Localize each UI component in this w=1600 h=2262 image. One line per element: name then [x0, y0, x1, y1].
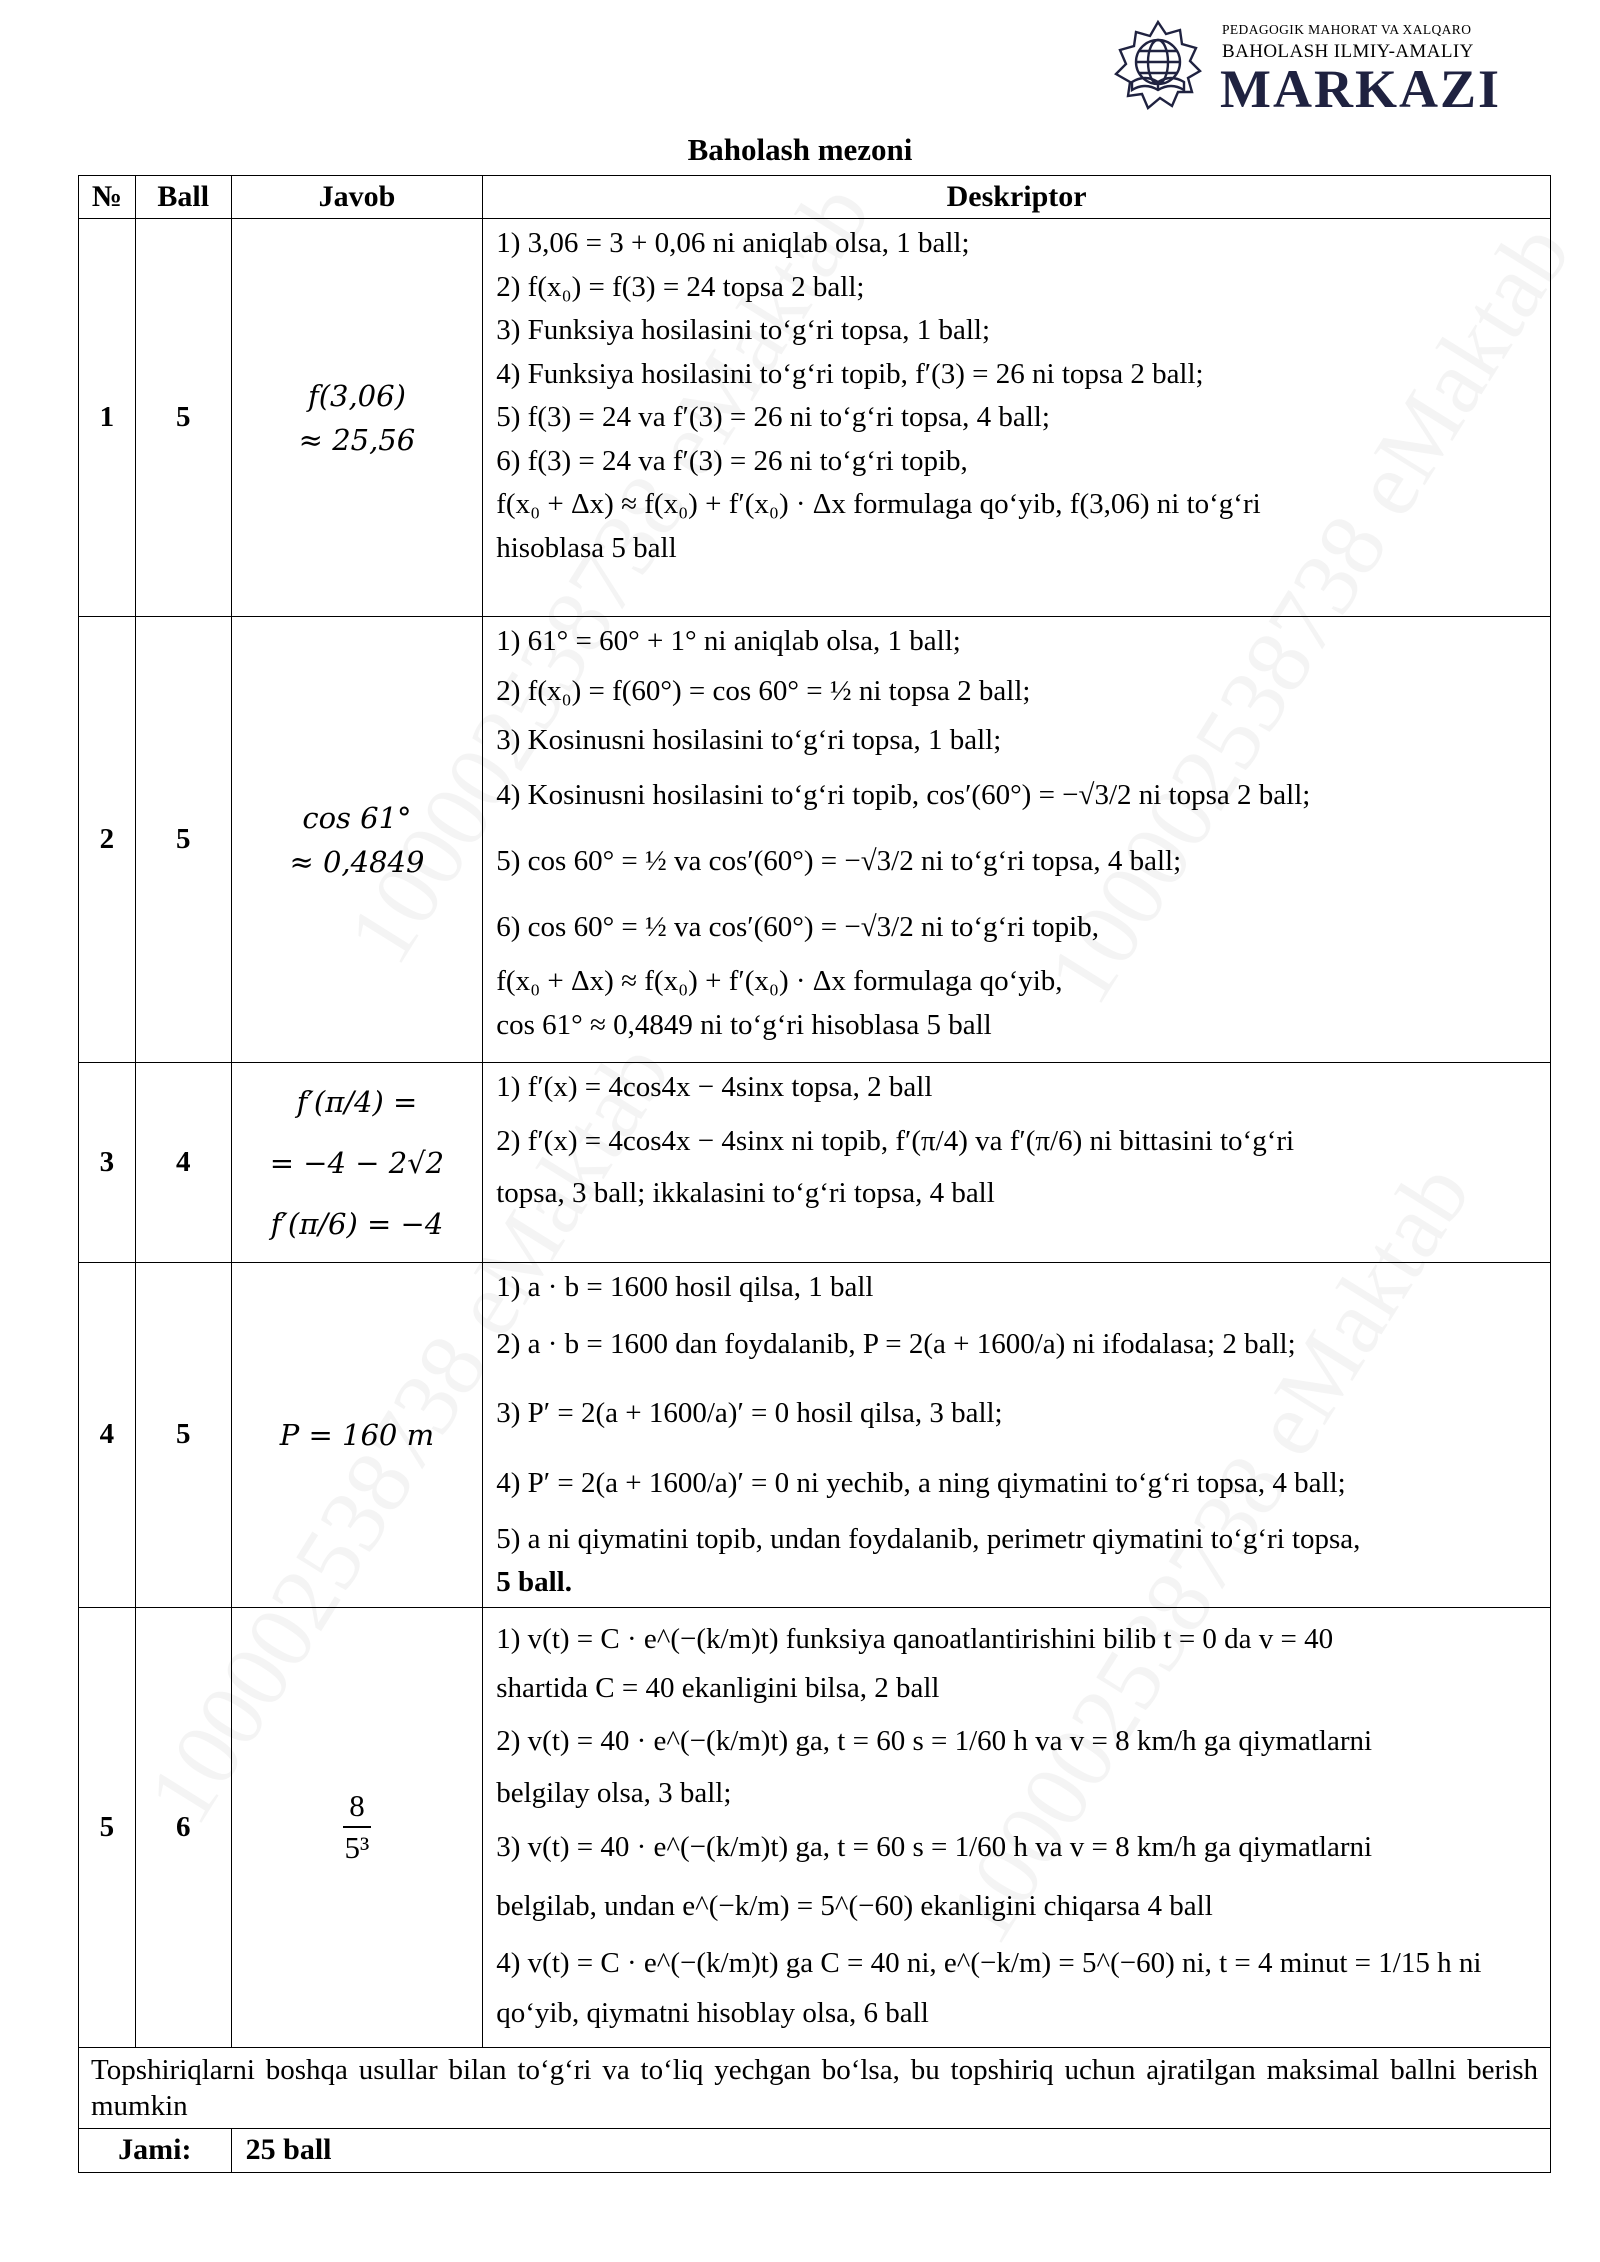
task-answer: [231, 1263, 483, 1608]
header-deskriptor: Deskriptor: [483, 176, 1551, 219]
answer-line: ≈ 0,4849: [289, 844, 425, 879]
task-points: 4: [135, 1063, 231, 1263]
answer-line: P = 160 m: [279, 1417, 435, 1452]
answer-numerator: 8: [343, 1786, 371, 1828]
descriptor-line: 6) f(3) = 24 va f′(3) = 26 ni to‘g‘ri topib,: [496, 444, 968, 477]
logo-line-2: BAHOLASH ILMIY-AMALIY: [1222, 41, 1474, 62]
task-number: 3: [79, 1063, 136, 1263]
descriptor-line: shartida C = 40 ekanligini bilsa, 2 ball: [496, 1671, 940, 1704]
total-value: 25 ball: [231, 2128, 1550, 2172]
answer-line: = −4 − 2√2: [269, 1145, 445, 1180]
table-row: [79, 1063, 1551, 1263]
table-row: [79, 1607, 1551, 2047]
note-row: [79, 2047, 1551, 2128]
descriptor-line: 4) Funksiya hosilasini to‘g‘ri topib, f′(3) = 26 ni topsa 2 ball;: [496, 357, 1204, 390]
descriptor-line: 1) 3,06 = 3 + 0,06 ni aniqlab olsa, 1 ball;: [496, 227, 970, 259]
descriptor-line: 3) Funksiya hosilasini to‘g‘ri topsa, 1 ball;: [496, 314, 991, 346]
institution-logo: [1108, 12, 1548, 120]
alternative-methods-note: Topshiriqlarni boshqa usullar bilan to‘g‘ri va to‘liq yechgan bo‘lsa, bu topshiriq uchun ajratilgan maksimal ballni berish mumkin: [79, 2047, 1551, 2128]
task-points: 5: [135, 1263, 231, 1608]
table-header-row: [79, 176, 1551, 219]
descriptor-line: 4) v(t) = C · e^(−(k/m)t) ga C = 40 ni, e^(−k/m) = 5^(−60) ni, t = 4 minut = 1/15 h ni: [496, 1946, 1482, 1979]
descriptor-line: 2) f(x₀) = f(60°) = cos 60° = ½ ni topsa 2 ball;: [496, 674, 1031, 707]
descriptor-line: 1) 61° = 60° + 1° ni aniqlab olsa, 1 ball;: [496, 625, 961, 657]
task-answer: [231, 617, 483, 1063]
task-points: 6: [135, 1607, 231, 2047]
task-number: 5: [79, 1607, 136, 2047]
header-ball: Ball: [135, 176, 231, 219]
answer-line: cos 61°: [302, 800, 412, 835]
descriptor-line: 4) P′ = 2(a + 1600/a)′ = 0 ni yechib, a ning qiymatini to‘g‘ri topsa, 4 ball;: [496, 1466, 1346, 1499]
logo-line-3: MARKAZI: [1220, 59, 1501, 119]
task-answer: [231, 219, 483, 617]
descriptor-line: belgilay olsa, 3 ball;: [496, 1777, 732, 1809]
answer-denominator: 5³: [344, 1830, 370, 1865]
descriptor-line: 6) cos 60° = ½ va cos′(60°) = −√3/2 ni to‘g‘ri topib,: [496, 911, 1099, 943]
descriptor-line: hisoblasa 5 ball: [496, 531, 677, 564]
header-number: №: [79, 176, 136, 219]
descriptor-line: 2) a · b = 1600 dan foydalanib, P = 2(a + 1600/a) ni ifodalasa; 2 ball;: [496, 1327, 1296, 1360]
descriptor-line: 2) f(x₀) = f(3) = 24 topsa 2 ball;: [496, 270, 865, 303]
task-answer: [231, 1607, 483, 2047]
task-descriptor: [483, 1263, 1551, 1608]
descriptor-line: 5) f(3) = 24 va f′(3) = 26 ni to‘g‘ri topsa, 4 ball;: [496, 401, 1050, 433]
descriptor-line: 3) v(t) = 40 · e^(−(k/m)t) ga, t = 60 s = 1/60 h va v = 8 km/h ga qiymatlarni: [496, 1830, 1373, 1863]
task-descriptor: [483, 1607, 1551, 2047]
descriptor-line: cos 61° ≈ 0,4849 ni to‘g‘ri hisoblasa 5 ball: [496, 1008, 992, 1041]
table-row: [79, 617, 1551, 1063]
descriptor-line: 1) a · b = 1600 hosil qilsa, 1 ball: [496, 1271, 874, 1303]
descriptor-line: qo‘yib, qiymatni hisoblay olsa, 6 ball: [496, 1996, 929, 2029]
descriptor-line: 2) v(t) = 40 · e^(−(k/m)t) ga, t = 60 s = 1/60 h va v = 8 km/h ga qiymatlarni: [496, 1725, 1373, 1757]
table-row: [79, 1263, 1551, 1608]
task-descriptor: [483, 1063, 1551, 1263]
answer-line: f′(π/6) = −4: [270, 1206, 444, 1241]
descriptor-line: belgilab, undan e^(−k/m) = 5^(−60) ekanligini chiqarsa 4 ball: [496, 1889, 1213, 1922]
descriptor-line: 5) cos 60° = ½ va cos′(60°) = −√3/2 ni to‘g‘ri topsa, 4 ball;: [496, 845, 1182, 877]
task-number: 2: [79, 617, 136, 1063]
document-title: Baholash mezoni: [687, 132, 913, 167]
answer-line: f′(π/4) =: [296, 1084, 418, 1119]
logo-line-1: PEDAGOGIK MAHORAT VA XALQARO: [1222, 22, 1472, 37]
task-number: 4: [79, 1263, 136, 1608]
descriptor-line: 3) P′ = 2(a + 1600/a)′ = 0 hosil qilsa, 3 ball;: [496, 1396, 1003, 1429]
descriptor-line: topsa, 3 ball; ikkalasini to‘g‘ri topsa, 4 ball: [496, 1176, 995, 1209]
task-descriptor: [483, 617, 1551, 1063]
answer-line: f(3,06): [307, 378, 406, 413]
book-globe-emblem-icon: [1108, 16, 1208, 116]
descriptor-line: 5) a ni qiymatini topib, undan foydalanib, perimetr qiymatini to‘g‘ri topsa,: [496, 1522, 1361, 1555]
header-javob: Javob: [231, 176, 483, 219]
task-points: 5: [135, 219, 231, 617]
task-descriptor: [483, 219, 1551, 617]
descriptor-line: f(x₀ + Δx) ≈ f(x₀) + f′(x₀) · Δx formulaga qo‘yib,: [496, 965, 1063, 997]
task-answer: [231, 1063, 483, 1263]
answer-line: ≈ 25,56: [298, 422, 416, 457]
descriptor-line: 5 ball.: [496, 1566, 572, 1598]
descriptor-line: 1) f′(x) = 4cos4x − 4sinx topsa, 2 ball: [496, 1071, 933, 1103]
descriptor-line: 3) Kosinusni hosilasini to‘g‘ri topsa, 1 ball;: [496, 723, 1002, 756]
descriptor-line: 1) v(t) = C · e^(−(k/m)t) funksiya qanoatlantirishini bilib t = 0 da v = 40: [496, 1622, 1334, 1655]
task-points: 5: [135, 617, 231, 1063]
grading-criteria-table: [78, 175, 1551, 2173]
descriptor-line: 2) f′(x) = 4cos4x − 4sinx ni topib, f′(π/4) va f′(π/6) ni bittasini to‘g‘ri: [496, 1124, 1295, 1157]
descriptor-line: 4) Kosinusni hosilasini to‘g‘ri topib, cos′(60°) = −√3/2 ni topsa 2 ball;: [496, 779, 1311, 811]
total-row: [79, 2128, 1551, 2172]
table-row: [79, 219, 1551, 617]
descriptor-line: f(x₀ + Δx) ≈ f(x₀) + f′(x₀) · Δx formulaga qo‘yib, f(3,06) ni to‘g‘ri: [496, 488, 1261, 520]
task-number: 1: [79, 219, 136, 617]
total-label: Jami:: [79, 2128, 232, 2172]
